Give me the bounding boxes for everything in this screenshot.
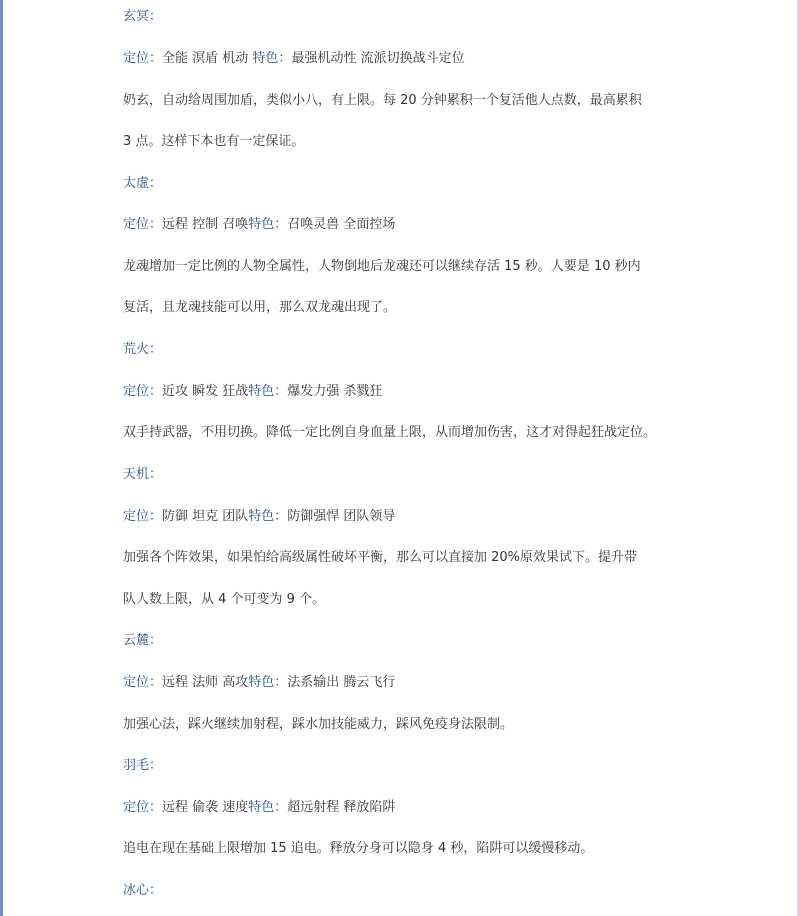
class-position-huanghuo <box>123 383 382 401</box>
class-position-xuanming <box>123 50 465 68</box>
class-desc-line: 3 点。这样下本也有一定保证。 <box>123 134 305 149</box>
class-position-taixu <box>123 216 395 234</box>
class-position-yunlu <box>123 674 395 692</box>
position-value: 全能 溟盾 机动 <box>162 51 253 66</box>
class-desc-line: 复活，且龙魂技能可以用，那么双龙魂出现了。 <box>123 300 397 315</box>
position-value: 远程 偷袭 速度 <box>162 800 249 815</box>
feature-label: 特色： <box>248 384 288 399</box>
position-label: 定位： <box>123 509 163 524</box>
feature-value: 超远射程 释放陷阱 <box>287 800 396 815</box>
class-title-xuanming: 玄冥： <box>123 9 163 24</box>
class-title-yumang: 羽毛： <box>123 758 163 773</box>
feature-value: 防御强悍 团队领导 <box>287 509 396 524</box>
class-title-taixu: 太虚： <box>123 176 163 191</box>
feature-value: 爆发力强 杀戮狂 <box>287 384 383 399</box>
feature-value: 法系输出 腾云飞行 <box>287 675 396 690</box>
feature-label: 特色： <box>252 51 292 66</box>
feature-value: 最强机动性 流派切换战斗定位 <box>291 51 465 66</box>
class-title-bingxin: 冰心： <box>123 883 163 898</box>
page-left-border <box>0 0 3 916</box>
class-desc-line: 加强各个阵效果，如果怕给高级属性破坏平衡，那么可以直接加 20%原效果试下。提升带 <box>123 550 638 565</box>
feature-label: 特色： <box>248 800 288 815</box>
position-value: 远程 控制 召唤 <box>162 217 249 232</box>
position-value: 近攻 瞬发 狂战 <box>162 384 249 399</box>
feature-value: 召唤灵兽 全面控场 <box>287 217 396 232</box>
position-label: 定位： <box>123 384 163 399</box>
class-title-huanghuo: 荒火： <box>123 342 163 357</box>
position-label: 定位： <box>123 800 163 815</box>
position-label: 定位： <box>123 51 163 66</box>
class-position-yumang <box>123 799 395 817</box>
feature-label: 特色： <box>248 675 288 690</box>
class-desc-line: 奶玄，自动给周围加盾，类似小八，有上限。每 20 分钟累积一个复活他人点数，最高累积 <box>123 93 642 108</box>
class-desc-line: 双手持武器，不用切换。降低一定比例自身血量上限，从而增加伤害，这才对得起狂战定位。 <box>123 425 657 440</box>
class-position-tianji <box>123 508 395 526</box>
class-title-tianji: 天机： <box>123 467 163 482</box>
feature-label: 特色： <box>248 509 288 524</box>
class-title-yunlu: 云麓： <box>123 633 163 648</box>
position-label: 定位： <box>123 217 163 232</box>
class-desc-line: 加强心法，踩火继续加射程，踩水加技能威力，踩风免疫身法限制。 <box>123 717 514 732</box>
class-desc-line: 龙魂增加一定比例的人物全属性，人物倒地后龙魂还可以继续存活 15 秒。人要是 10 秒内 <box>123 259 641 274</box>
position-value: 防御 坦克 团队 <box>162 509 249 524</box>
position-label: 定位： <box>123 675 163 690</box>
class-desc-line: 队人数上限，从 4 个可变为 9 个。 <box>123 592 326 607</box>
position-value: 远程 法师 高攻 <box>162 675 249 690</box>
feature-label: 特色： <box>248 217 288 232</box>
class-desc-line: 追电在现在基础上限增加 15 追电。释放分身可以隐身 4 秒，陷阱可以缓慢移动。 <box>123 841 594 856</box>
